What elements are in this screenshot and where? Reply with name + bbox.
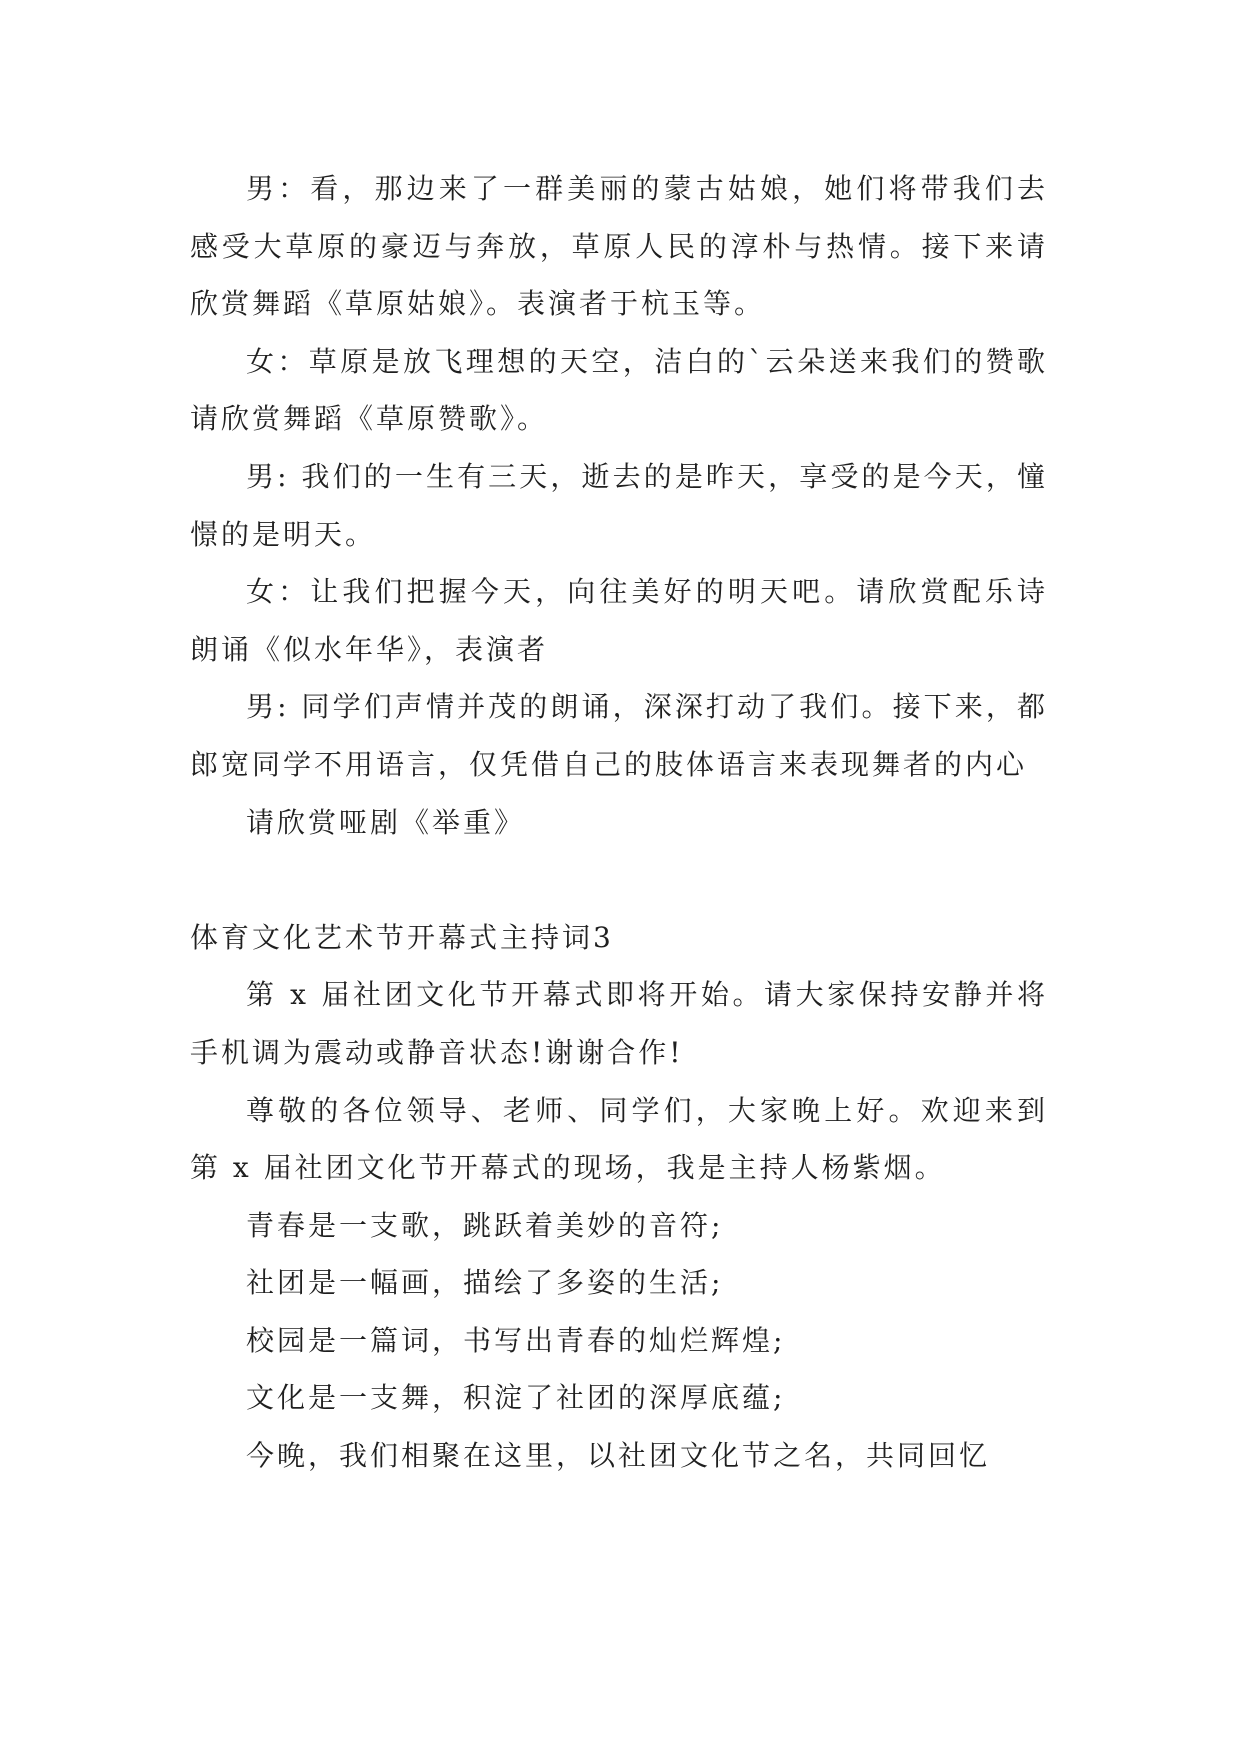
paragraph: 社团是一幅画，描绘了多姿的生活; (246, 1266, 724, 1300)
paragraph: 尊敬的各位领导、老师、同学们，大家晚上好。欢迎来到第 x 届社团文化节开幕式的现场，我是主持人杨紫烟。 (190, 1093, 1048, 1185)
paragraph: 女：草原是放飞理想的天空，洁白的`云朵送来我们的赞歌请欣赏舞蹈《草原赞歌》。 (190, 344, 1048, 436)
paragraph: 女：让我们把握今天，向往美好的明天吧。请欣赏配乐诗朗诵《似水年华》，表演者 (190, 575, 1048, 666)
paragraph: 校园是一篇词，书写出青春的灿烂辉煌; (246, 1323, 786, 1357)
paragraph: 男: 我们的一生有三天，逝去的是昨天，享受的是今天，憧憬的是明天。 (190, 459, 1048, 551)
blank-line (190, 851, 1048, 909)
paragraph: 男：看，那边来了一群美丽的蒙古姑娘，她们将带我们去感受大草原的豪迈与奔放，草原人民的淳朴与热情。接下来请欣赏舞蹈《草原姑娘》。表演者于杭玉等。 (190, 172, 1048, 321)
paragraph: 今晚，我们相聚在这里，以社团文化节之名，共同回忆 (246, 1439, 991, 1473)
paragraph: 青春是一支歌，跳跃着美妙的音符; (246, 1208, 724, 1242)
paragraph: 文化是一支舞，积淀了社团的深厚底蕴; (246, 1381, 786, 1415)
document-body (190, 160, 1048, 1485)
paragraph: 第 x 届社团文化节开幕式即将开始。请大家保持安静并将手机调为震动或静音状态!谢谢合作! (190, 978, 1048, 1069)
section-title: 体育文化艺术节开幕式主持词3 (190, 920, 614, 954)
paragraph: 男: 同学们声情并茂的朗诵，深深打动了我们。接下来，都郎宽同学不用语言，仅凭借自己的肢体语言来表现舞者的内心 (190, 690, 1048, 781)
paragraph: 请欣赏哑剧《举重》 (246, 805, 526, 839)
